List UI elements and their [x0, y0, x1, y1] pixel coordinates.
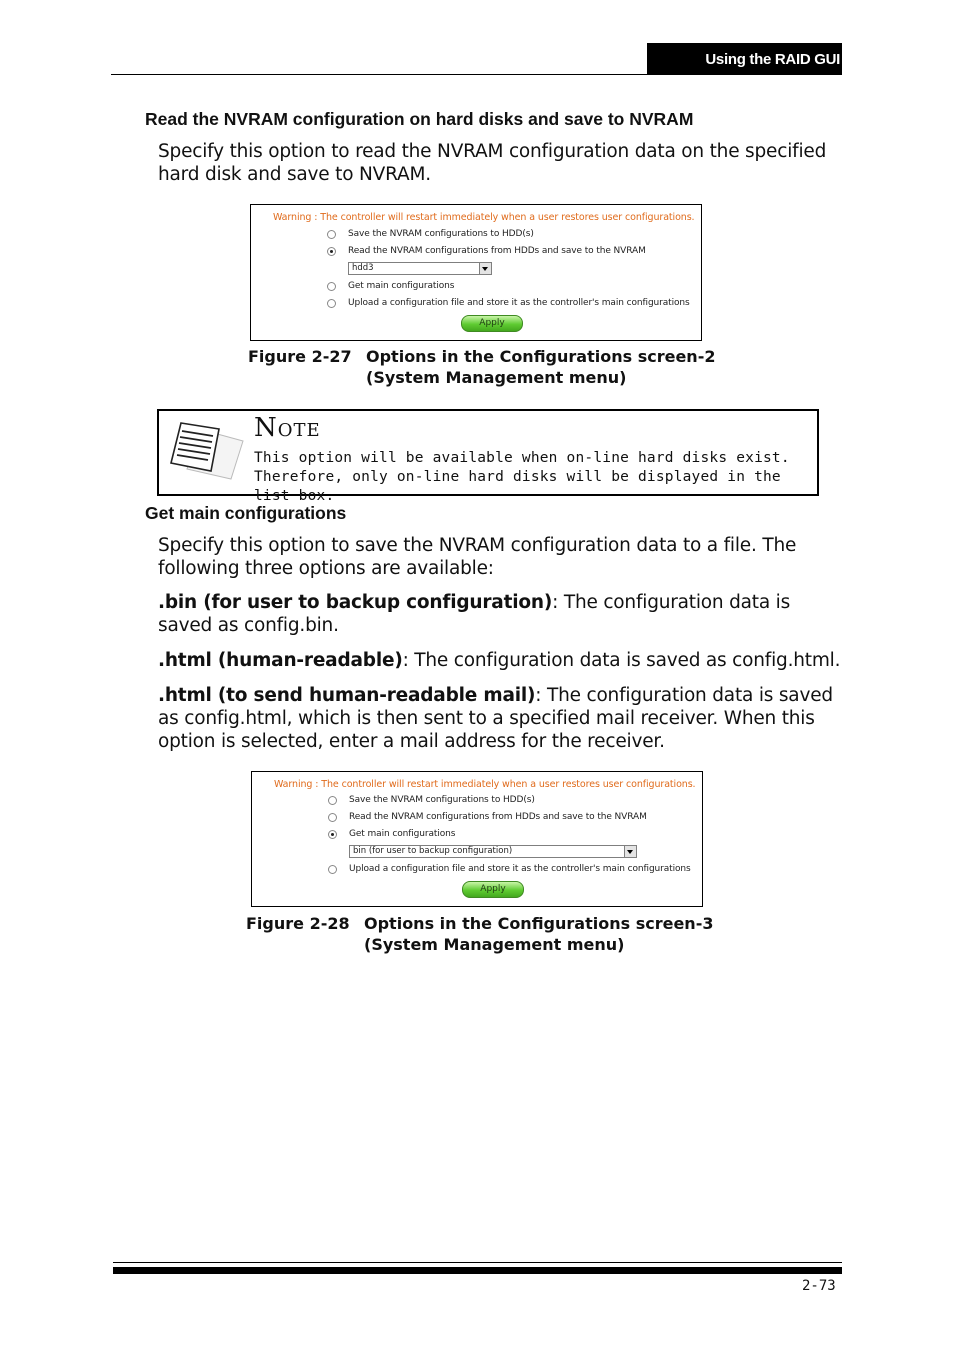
note-box — [157, 409, 819, 504]
figure-2-28-caption-subtitle: (System Management menu) — [364, 935, 625, 954]
option-label: Upload a configuration file and store it as the controller's main configurations — [349, 864, 691, 874]
option-html-mail-description — [158, 684, 848, 753]
note-pad-icon — [167, 419, 245, 481]
apply-button[interactable]: Apply — [462, 881, 524, 898]
option-save-to-hdd[interactable] — [328, 795, 535, 805]
select-value: hdd3 — [352, 263, 374, 273]
option-label: Get main configurations — [348, 281, 455, 291]
option-get-main-config[interactable] — [327, 281, 454, 291]
select-value: bin (for user to backup configuration) — [353, 846, 513, 856]
radio-button[interactable] — [327, 282, 336, 291]
header-rule — [111, 74, 647, 75]
figure-2-27-caption-title: Options in the Configurations screen-2 — [366, 347, 716, 366]
option-label: Save the NVRAM configurations to HDD(s) — [349, 795, 535, 805]
figure-2-27-caption-subtitle: (System Management menu) — [366, 368, 627, 387]
footer-rule-thick — [113, 1267, 842, 1274]
option-read-nvram[interactable] — [328, 812, 647, 822]
warning-text: Warning : The controller will restart immediately when a user restores user configurations. — [273, 212, 695, 223]
radio-button-selected[interactable] — [327, 247, 336, 256]
option-label: Get main configurations — [349, 829, 456, 839]
dropdown-arrow-icon[interactable] — [624, 846, 636, 857]
figure-2-27-caption-number: Figure 2-27 — [248, 347, 352, 366]
figure-2-27-screenshot — [250, 204, 702, 341]
option-save-to-hdd[interactable] — [327, 229, 534, 239]
option-label: Save the NVRAM configurations to HDD(s) — [348, 229, 534, 239]
option-desc: : The configuration data is saved as config.html, which is then sent to a specified mail receiver. When this option is selected, enter a mail address for the receiver. — [158, 685, 833, 752]
radio-button[interactable] — [328, 796, 337, 805]
warning-text: Warning : The controller will restart immediately when a user restores user configurations. — [274, 779, 696, 790]
figure-2-28-screenshot — [251, 771, 703, 907]
section-tab — [647, 43, 842, 75]
radio-button[interactable] — [328, 813, 337, 822]
section-tab-label: Using the RAID GUI — [705, 50, 840, 68]
dropdown-arrow-icon[interactable] — [479, 263, 491, 274]
section-paragraph: Specify this option to read the NVRAM configuration data on the specified hard disk and save to NVRAM. — [158, 141, 827, 185]
figure-2-28-caption-title: Options in the Configurations screen-3 — [364, 914, 714, 933]
option-term: .bin (for user to backup configuration) — [158, 592, 553, 613]
option-read-nvram[interactable] — [327, 246, 646, 256]
option-desc: : The configuration data is saved as config.html. — [402, 650, 841, 671]
radio-button-selected[interactable] — [328, 830, 337, 839]
option-label: Read the NVRAM configurations from HDDs and save to the NVRAM — [349, 812, 647, 822]
option-get-main-config[interactable] — [328, 829, 455, 839]
note-text: This option will be available when on-line hard disks exist. Therefore, only on-line hard disks will be displayed in the list box. — [254, 450, 790, 504]
option-desc: : The configuration data is saved as config.bin. — [158, 592, 791, 636]
page-number: 2-73 — [802, 1278, 836, 1294]
option-label: Upload a configuration file and store it as the controller's main configurations — [348, 298, 690, 308]
hdd-select[interactable] — [348, 262, 492, 275]
section-heading-get-main-config: Get main configurations — [145, 503, 347, 523]
apply-button[interactable]: Apply — [461, 315, 523, 332]
config-format-select[interactable] — [349, 845, 637, 858]
option-term: .html (to send human-readable mail) — [158, 685, 536, 706]
option-html-description — [158, 649, 848, 672]
section-paragraph: Specify this option to save the NVRAM configuration data to a file. The following three options are available: — [158, 535, 797, 579]
radio-button[interactable] — [328, 865, 337, 874]
option-term: .html (human-readable) — [158, 650, 403, 671]
option-upload-config[interactable] — [327, 298, 690, 308]
note-title: Note — [254, 413, 321, 443]
section-heading-read-nvram: Read the NVRAM configuration on hard disks and save to NVRAM — [145, 109, 694, 129]
radio-button[interactable] — [327, 299, 336, 308]
option-bin-description — [158, 591, 848, 637]
figure-2-28-caption-number: Figure 2-28 — [246, 914, 350, 933]
option-label: Read the NVRAM configurations from HDDs and save to the NVRAM — [348, 246, 646, 256]
footer-rule-thin — [113, 1262, 842, 1263]
radio-button[interactable] — [327, 230, 336, 239]
option-upload-config[interactable] — [328, 864, 691, 874]
